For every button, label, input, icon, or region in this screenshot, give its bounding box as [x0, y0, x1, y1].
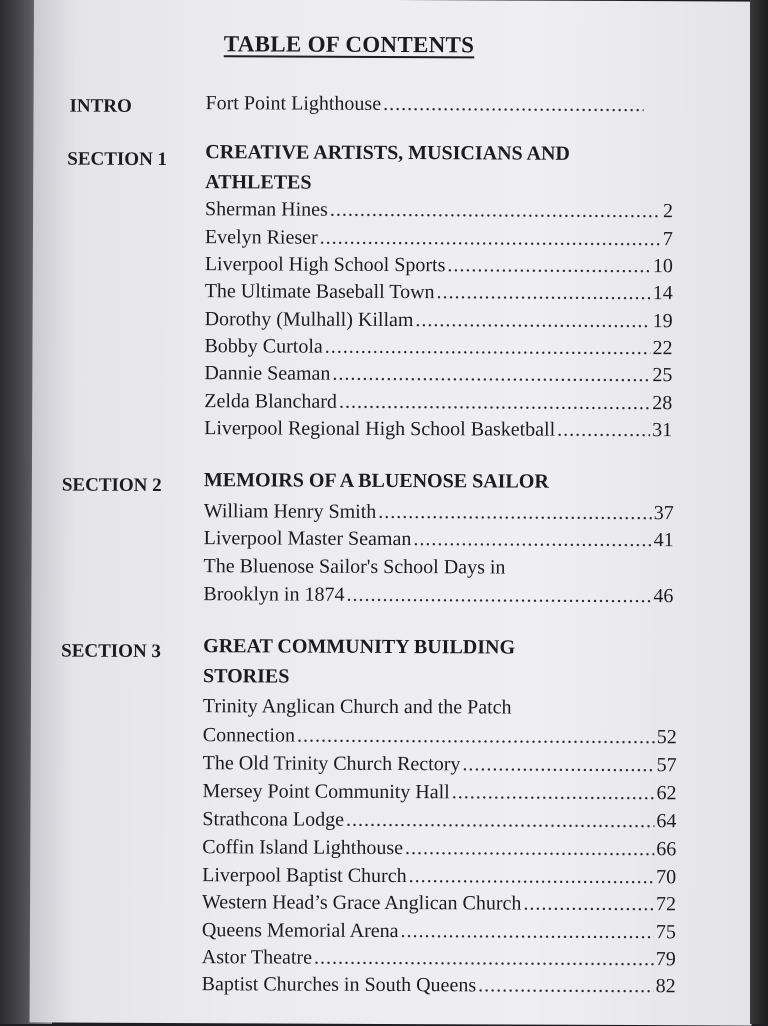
dot-leader [330, 196, 661, 225]
dot-leader [297, 722, 655, 752]
dot-leader [339, 388, 650, 417]
entry-page: 7 [662, 228, 674, 251]
entry-title: The Ultimate Baseball Town [204, 280, 435, 304]
section-3-label: SECTION 3 [61, 640, 161, 662]
entry-title: Sherman Hines [205, 198, 328, 221]
toc-entry [203, 580, 673, 610]
entry-title: Zelda Blanchard [204, 390, 338, 413]
toc-entry [203, 749, 677, 779]
toc-entry [204, 524, 674, 554]
dot-leader [405, 834, 654, 863]
toc-entry [202, 916, 676, 946]
toc-entry [202, 943, 676, 973]
entry-page: 37 [653, 502, 674, 525]
page-title: TABLE OF CONTENTS [223, 31, 475, 58]
entry-page: 41 [653, 529, 674, 552]
toc-entry [204, 387, 672, 417]
dot-leader [523, 890, 654, 919]
dot-leader [437, 278, 651, 307]
entry-title: Liverpool High School Sports [204, 253, 446, 277]
background-edge [750, 0, 768, 1024]
section-heading-line: ATHLETES [205, 171, 312, 194]
entry-title: Evelyn Rieser [204, 226, 318, 249]
toc-entry-first-line: Trinity Anglican Church and the Patch [202, 695, 512, 719]
toc-entry [202, 861, 676, 891]
section-2-label: SECTION 2 [61, 474, 162, 496]
entry-page: 64 [656, 810, 677, 833]
toc-entry [202, 805, 676, 835]
entry-title: Bobby Curtola [204, 335, 323, 358]
entry-page: 52 [656, 726, 677, 749]
intro-entry [205, 89, 645, 119]
dot-leader [320, 224, 661, 253]
entry-title: Western Head’s Grace Anglican Church [202, 891, 522, 915]
toc-entry [205, 195, 673, 225]
dot-leader [462, 750, 654, 779]
section-1-label: SECTION 1 [67, 148, 168, 171]
section-1-heading [205, 137, 655, 199]
entry-page: 57 [656, 754, 677, 777]
toc-entry [202, 777, 676, 807]
entry-title: Baptist Churches in South Queens [201, 973, 477, 997]
dot-leader [452, 778, 655, 807]
dot-leader [415, 306, 650, 335]
entry-title: Fort Point Lighthouse [205, 92, 382, 115]
entry-page: 14 [652, 282, 673, 305]
dot-leader [413, 525, 651, 554]
entry-title: Astor Theatre [201, 946, 313, 969]
toc-entry [205, 223, 673, 253]
entry-title: Liverpool Master Seaman [203, 527, 412, 551]
entry-page: 10 [652, 255, 673, 278]
entry-title: Dannie Seaman [204, 362, 331, 385]
dot-leader [478, 971, 654, 1000]
toc-entry-first-line: The Bluenose Sailor's School Days in [203, 555, 506, 579]
section-heading-line: GREAT COMMUNITY BUILDING [203, 635, 516, 659]
entry-title: The Old Trinity Church Rectory [202, 752, 461, 776]
entry-title: Dorothy (Mulhall) Killam [204, 308, 414, 332]
toc-entry [205, 305, 673, 335]
dot-leader [557, 416, 650, 444]
intro-label: INTRO [69, 95, 132, 117]
toc-entry [202, 888, 676, 918]
toc-entry [203, 721, 677, 751]
entry-title: Liverpool Regional High School Basketball [204, 417, 556, 441]
toc-entry [202, 833, 676, 863]
entry-page: 19 [652, 310, 673, 333]
entry-page: 72 [656, 893, 677, 916]
entry-page: 79 [655, 948, 676, 971]
dot-leader [314, 944, 654, 973]
toc-entry [205, 250, 673, 280]
entry-page: 25 [652, 364, 673, 387]
entry-title: Liverpool Baptist Church [202, 864, 407, 888]
dot-leader [400, 917, 654, 946]
toc-entry [204, 497, 674, 527]
entry-page: 46 [653, 585, 674, 608]
toc-entry [202, 970, 676, 1000]
dot-leader [346, 581, 651, 610]
section-2-heading [204, 465, 654, 497]
entry-page: 75 [655, 921, 676, 944]
entry-title: Queens Memorial Arena [201, 919, 399, 943]
entry-title: Connection [202, 724, 296, 747]
dot-leader [378, 498, 652, 527]
entry-title: William Henry Smith [203, 500, 377, 523]
entry-page: 22 [652, 337, 673, 360]
section-3-heading [203, 631, 653, 693]
entry-page: 82 [655, 975, 676, 998]
dot-leader [409, 862, 655, 891]
entry-title: Brooklyn in 1874 [203, 583, 345, 606]
section-heading-line: STORIES [202, 665, 290, 688]
entry-page: 70 [656, 866, 677, 889]
section-heading-line: CREATIVE ARTISTS, MUSICIANS AND [205, 141, 570, 165]
dot-leader [383, 90, 644, 119]
entry-page: 28 [652, 392, 673, 415]
section-heading-line: MEMOIRS OF A BLUENOSE SAILOR [203, 469, 549, 493]
entry-page: 31 [652, 419, 673, 442]
entry-title: Coffin Island Lighthouse [202, 836, 404, 860]
toc-entry [205, 277, 673, 307]
dot-leader [325, 333, 651, 362]
toc-entry [204, 359, 672, 389]
dot-leader [447, 251, 651, 280]
dot-leader [346, 806, 654, 835]
entry-page: 2 [663, 200, 674, 223]
toc-entry [204, 414, 672, 444]
book-page [30, 0, 756, 1026]
dot-leader [332, 360, 650, 389]
entry-title: Mersey Point Community Hall [202, 780, 450, 804]
entry-title: Strathcona Lodge [202, 808, 345, 831]
entry-page: 62 [656, 782, 677, 805]
entry-page: 66 [656, 838, 677, 861]
toc-entry [204, 332, 672, 362]
